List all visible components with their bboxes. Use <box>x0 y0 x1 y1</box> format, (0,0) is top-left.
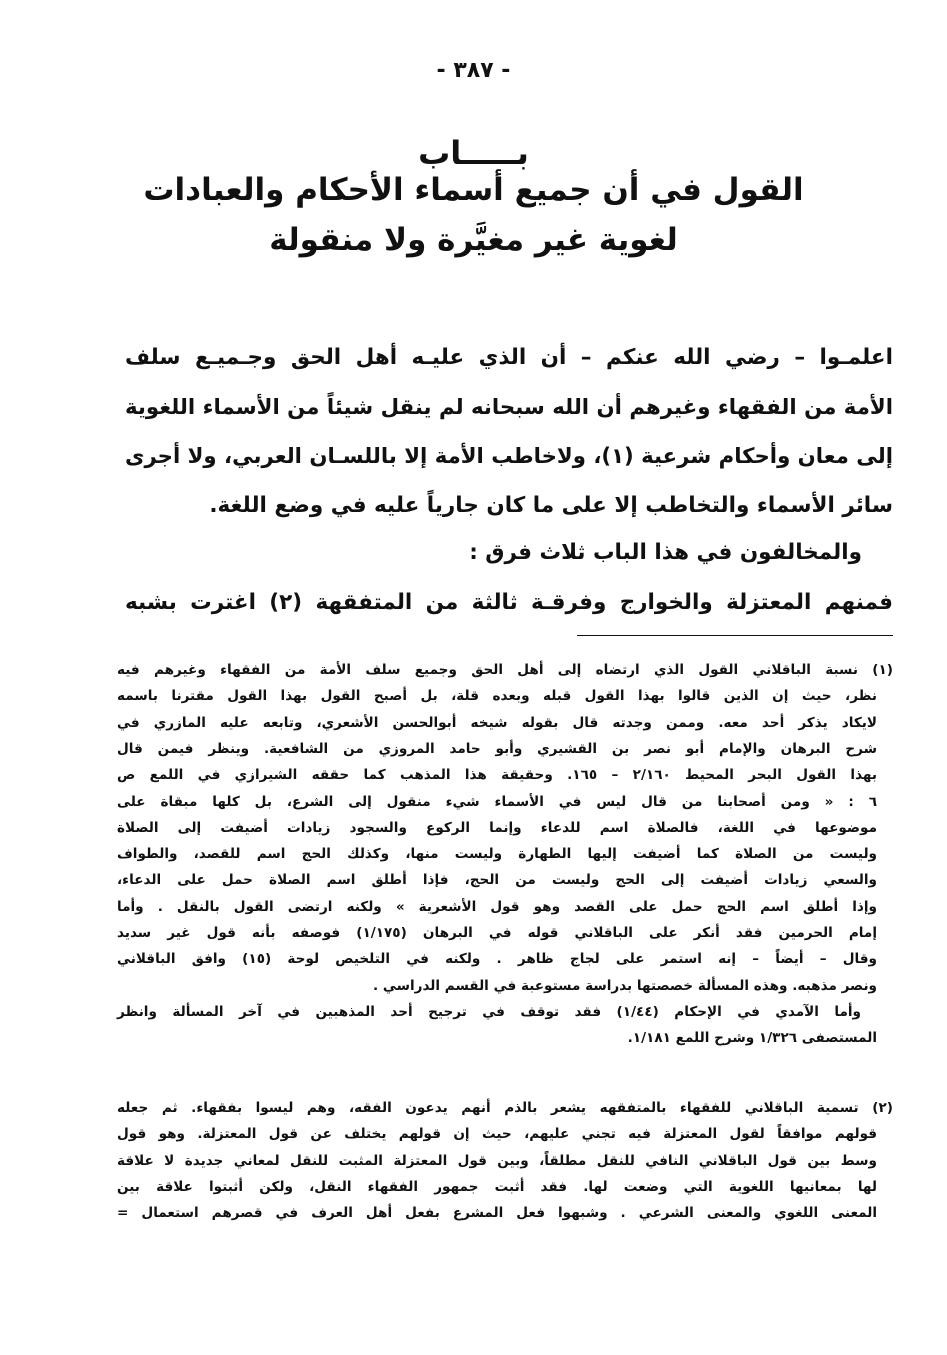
footnote-1-line: ٦ : « ومن أصحابنا من قال ليس في الأسماء شيء منقول إلى الشرع، بل كلها مبقاة على <box>117 793 877 810</box>
footnote-separator <box>577 635 893 636</box>
footnote-2-line: (٢) تسمية الباقلاني للفقهاء بالمتفقهه يشعر بالذم أنهم يدعون الفقه، وهم ليسوا بفقهاء. ثم جعله <box>117 1100 893 1116</box>
footnote-1-line: إمام الحرمين فقد أنكر على الباقلاني قوله في البرهان (١/١٧٥) فوصفه بأنه قول غير سديد <box>117 925 877 941</box>
paragraph-line: اعلمـوا – رضي الله عنكم – أن الذي عليـه أهل الحق وجـميـع سلف <box>125 345 893 370</box>
footnote-2-line: قولهم موافقاً لقول المعتزلة فيه تجني عليهم، حيث إن قولهم يختلف عن قول المعتزلة. وهو قول <box>117 1126 877 1143</box>
footnote-1-line: موضوعها في اللغة، فالصلاة اسم للدعاء وإنما الركوع والسجود زيادات أضيفت إلى الصلاة <box>117 819 877 836</box>
paragraph-line: سائر الأسماء والتخاطب إلا على ما كان جارياً عليه في وضع اللغة. <box>209 493 893 518</box>
chapter-title-line: لغوية غير مغيَّرة ولا منقولة <box>269 222 678 258</box>
footnote-2-line: وسط بين قول الباقلاني النافي للنقل مطلقاً، وبين قول المعتزلة المثبت للنقل لمعاني جديدة لا علاقة <box>117 1152 877 1169</box>
footnote-1-line: (١) نسبة الباقلاني القول الذي ارتضاه إلى أهل الحق وجميع سلف الأمة من الفقهاء وغيرهم فيه <box>117 662 893 678</box>
footnote-1-line: بهذا القول البحر المحيط ٢/١٦٠ – ١٦٥. وحقيقة هذا المذهب كما حققه الشيرازي في اللمع ص <box>117 767 878 784</box>
footnote-1-line: شرح البرهان والإمام أبو نصر بن القشيري وأبو حامد المروزي من الشافعية. وينظر فيمن قال <box>117 740 877 757</box>
paragraph-line: إلى معان وأحكام شرعية (١)، ولاخاطب الأمة إلا باللسـان العربي، ولا أجرى <box>125 444 893 469</box>
paragraph-line: فمنهم المعتزلة والخوارج وفرقـة ثالثة من المتفقهة (٢) اغترت بشبه <box>125 590 894 615</box>
footnote-1-line: نظر، حيث إن الذين قالوا بهذا القول قبله وبعده قلة، بل أصبح القول بهذا القول مقترنا باسمه <box>117 688 877 705</box>
chapter-title-line: القول في أن جميع أسماء الأحكام والعبادات <box>143 172 804 208</box>
footnote-1-line: وليست من الصلاة كما أضيفت إليها الطهارة وليست منها، وكذلك الحج اسم للقصد، والطواف <box>117 846 877 863</box>
footnote-2-line: المعنى اللغوي والمعنى الشرعي . وشبهوا فعل المشرع بفعل أهل العرف في قصرهم استعمال = <box>117 1205 877 1222</box>
page-number: - ٣٨٧ - <box>436 58 511 83</box>
paragraph-line: الأمة من الفقهاء وغيرهم أن الله سبحانه لم ينقل شيئاً من الأسماء اللغوية <box>125 395 893 420</box>
footnote-1-line: وإذا أطلق اسم الحج حمل على القصد وهو قول الأشعرية » ولكنه ارتضى القول بالنقل . وأما <box>117 898 877 915</box>
footnote-1-line: وقال – أيضاً – إنه استمر على لجاج ظاهر . ولكنه في التلخيص لوحة (١٥) وافق الباقلاني <box>117 951 877 968</box>
chapter-label: بـــــاب <box>418 134 529 172</box>
footnote-1-line: لايكاد يذكر أحد معه. وممن وجدته قال بقوله شيخه أبوالحسن الأشعري، وتابعه عليه المازري في <box>117 714 877 731</box>
footnote-2-line: لها بمعانيها اللغوية التي وضعت لها. فقد أثبت جمهور الفقهاء النقل، ولكن أثبتوا علاقة بين <box>117 1178 877 1195</box>
footnote-1-line: والسعي زيادات أضيفت إلى الحج وليست من الحج، فإذا أطلق اسم الصلاة حمل على الدعاء، <box>117 872 877 889</box>
footnote-1-line: وأما الآمدي في الإحكام (١/٤٤) فقد توقف في ترجيح أحد المذهبين في آخر المسألة وانظر <box>117 1003 861 1020</box>
footnote-1-line: المستصفى ١/٣٢٦ وشرح اللمع ١/١٨١. <box>627 1030 877 1047</box>
footnote-1-line: ونصر مذهبه. وهذه المسألة خصصتها بدراسة مستوعبة في القسم الدراسي . <box>372 977 877 994</box>
paragraph-line: والمخالفون في هذا الباب ثلاث فرق : <box>469 540 862 565</box>
